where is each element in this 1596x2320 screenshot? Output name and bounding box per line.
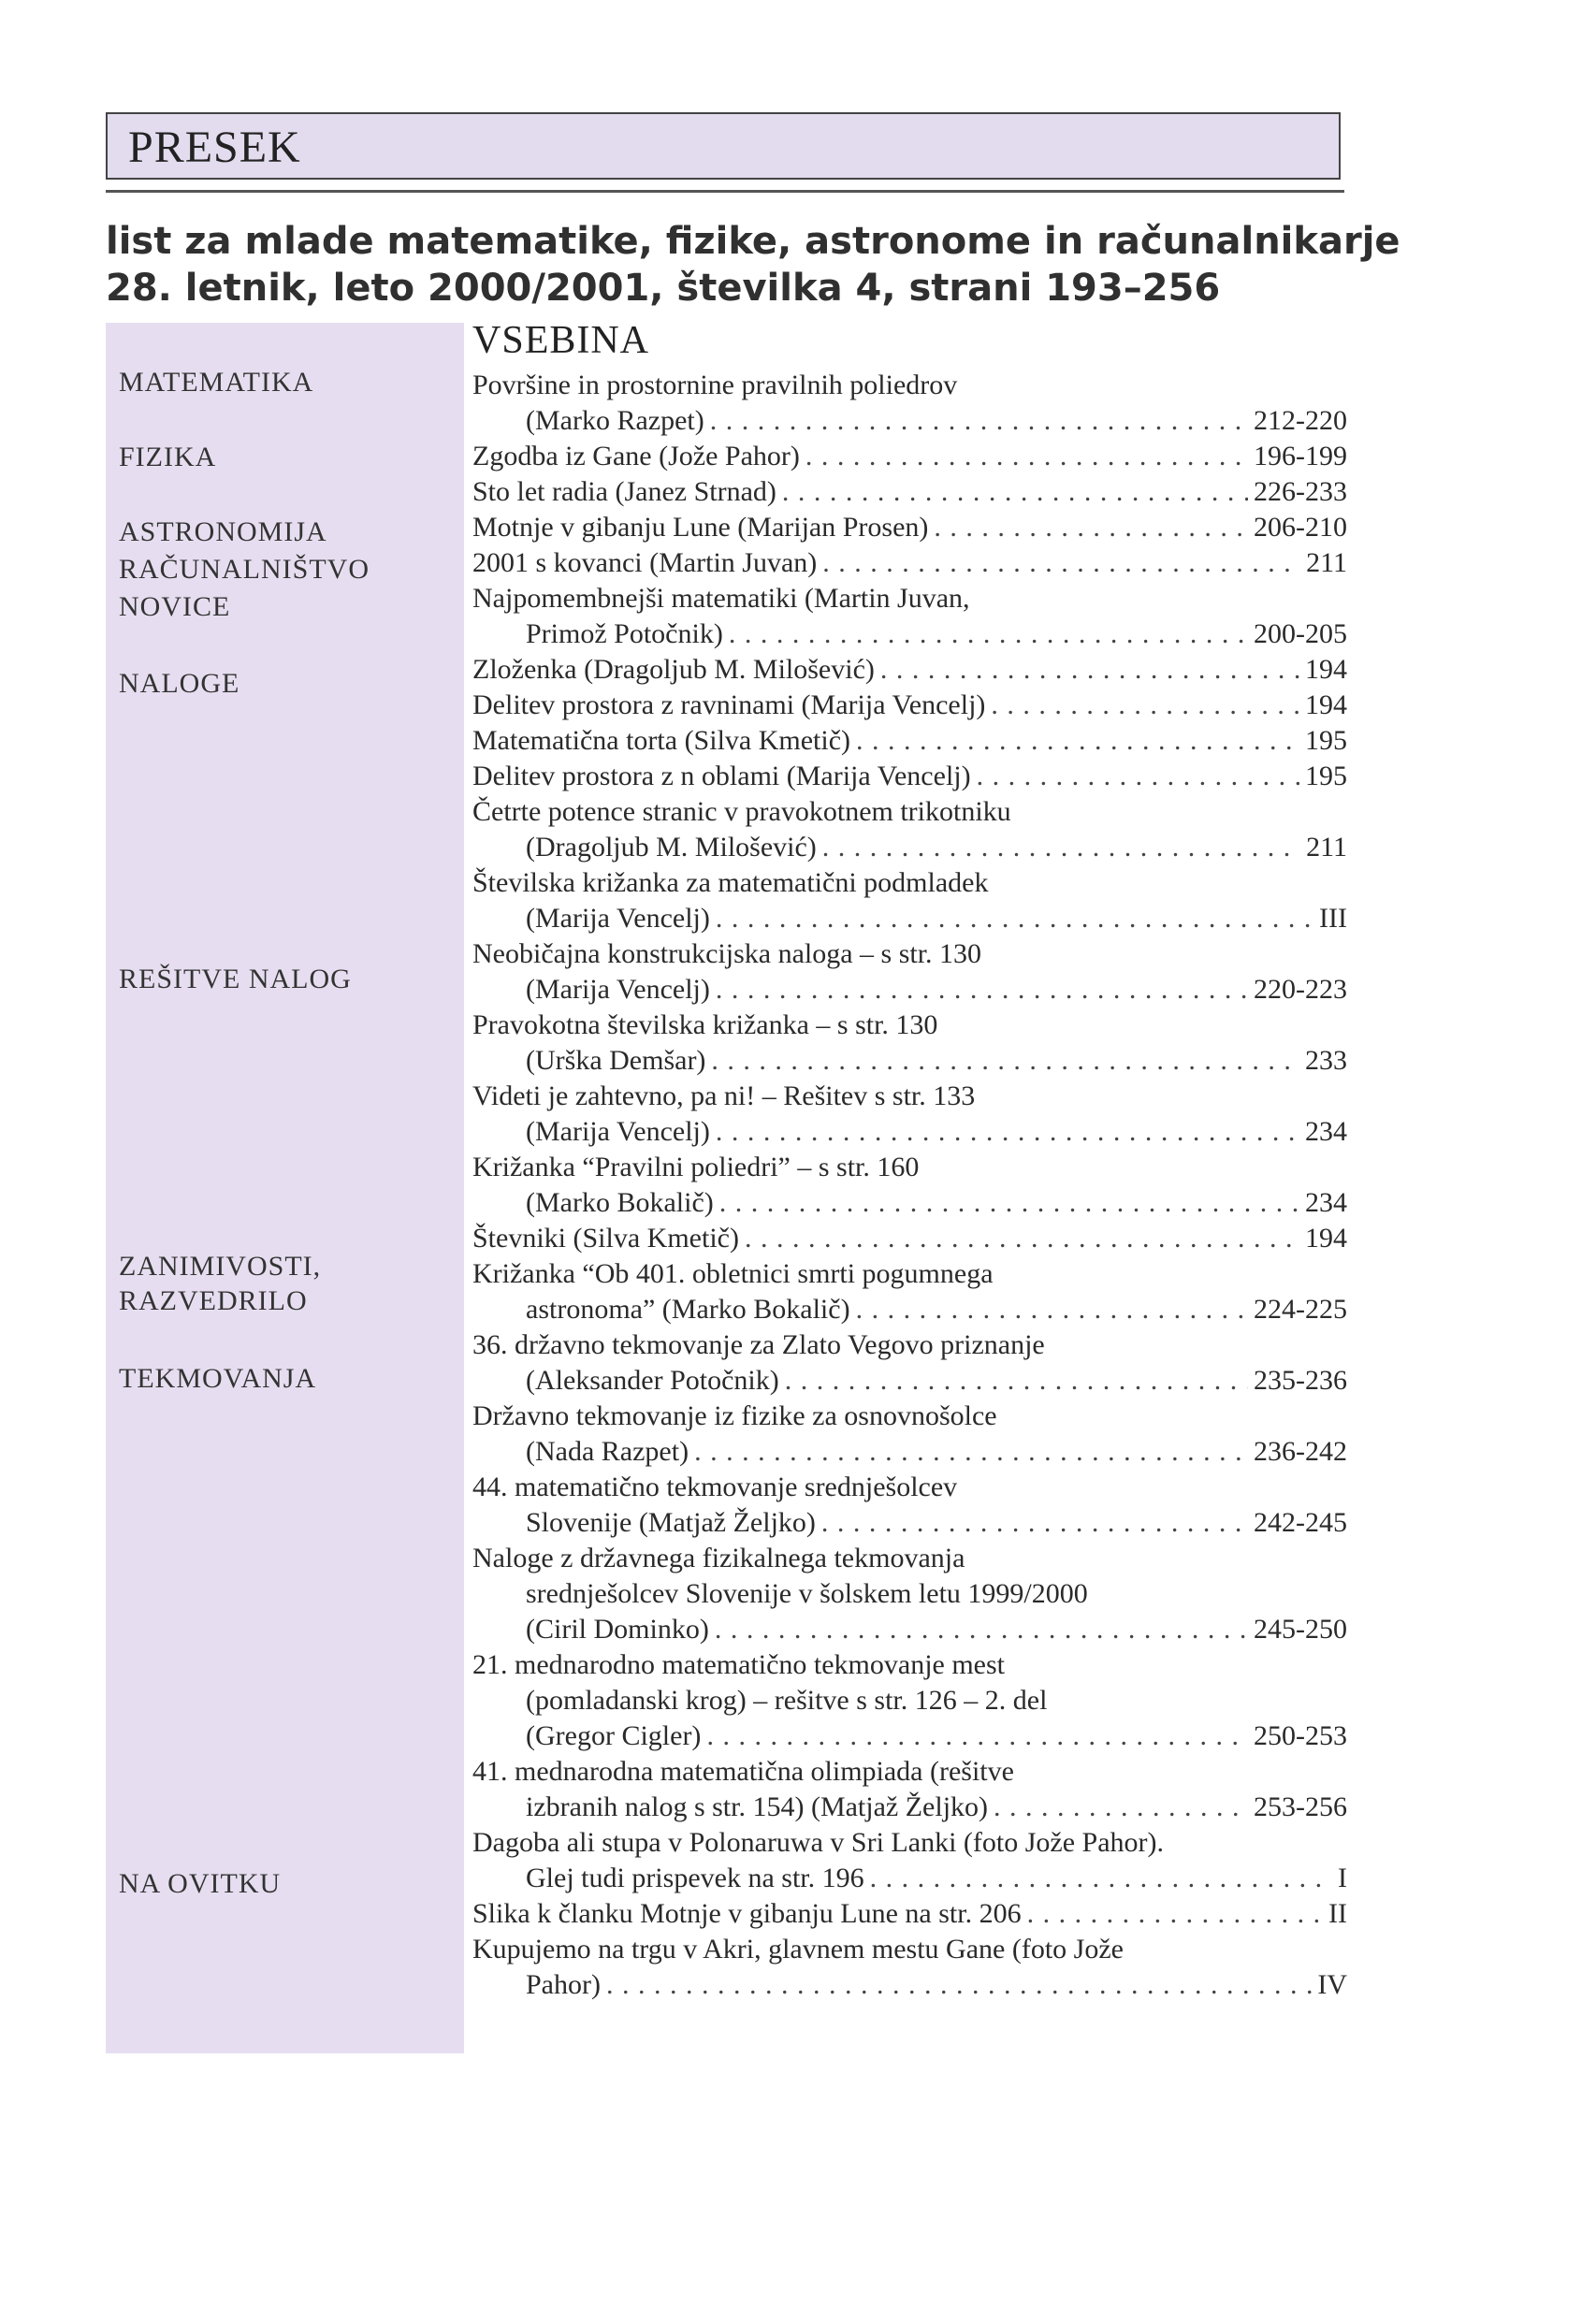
toc-entry-pages: 206-210 — [1254, 512, 1347, 543]
toc-entry-pages: 194 — [1305, 1223, 1347, 1254]
toc-entry — [472, 759, 1347, 794]
leader-dots — [856, 723, 1299, 759]
leader-dots — [715, 1612, 1248, 1647]
leader-dots — [822, 545, 1300, 581]
toc-entry-text: Križanka “Pravilni poliedri” – s str. 160 — [472, 1152, 920, 1182]
toc-entry-title: Delitev prostora z ravninami (Marija Vencelj) — [472, 689, 986, 720]
toc-entry-pages: 211 — [1306, 832, 1347, 863]
category-astronomija: ASTRONOMIJA — [119, 516, 327, 547]
leader-dots — [994, 1790, 1248, 1825]
leader-dots — [606, 1967, 1312, 2003]
toc-entry-title: Slovenije (Matjaž Željko) — [526, 1507, 816, 1538]
toc-entry — [472, 474, 1347, 510]
leader-dots — [870, 1861, 1332, 1896]
toc-entry-pages: 233 — [1305, 1045, 1347, 1076]
toc-entry-pages: 234 — [1305, 1116, 1347, 1147]
category-novice: NOVICE — [119, 591, 231, 622]
leader-dots — [805, 439, 1248, 474]
toc-entry-title: (Aleksander Potočnik) — [526, 1365, 779, 1396]
toc-entry-pages: II — [1328, 1898, 1347, 1929]
header-box — [106, 112, 1341, 180]
leader-dots — [716, 901, 1313, 936]
toc-entry — [472, 865, 1347, 936]
toc-entry-pages: III — [1319, 903, 1347, 934]
toc-entry-title: Pahor) — [526, 1969, 601, 2000]
toc-entry-pages: 220-223 — [1254, 974, 1347, 1005]
toc-entry-pages: IV — [1317, 1969, 1347, 2000]
toc-entry-title: Sto let radia (Janez Strnad) — [472, 476, 776, 507]
category-naloge: NALOGE — [119, 668, 240, 699]
toc-entry-text: Četrte potence stranic v pravokotnem trikotniku — [472, 796, 1011, 827]
toc-entry — [472, 1256, 1347, 1327]
toc-entry-pages: 200-205 — [1254, 618, 1347, 649]
toc-entry-text: 36. državno tekmovanje za Zlato Vegovo priznanje — [472, 1329, 1045, 1360]
category-resitve-nalog: REŠITVE NALOG — [119, 964, 352, 994]
toc-entry-title: Primož Potočnik) — [526, 618, 723, 649]
toc-entry — [472, 1825, 1347, 1896]
contents-heading: VSEBINA — [472, 319, 650, 362]
toc-entry-title: (Nada Razpet) — [526, 1436, 689, 1467]
toc-entry-pages: 194 — [1305, 654, 1347, 685]
category-fizika: FIZIKA — [119, 442, 217, 472]
leader-dots — [1027, 1896, 1323, 1932]
leader-dots — [856, 1292, 1248, 1327]
toc-entry-pages: 224-225 — [1254, 1294, 1347, 1325]
toc-entry — [472, 652, 1347, 688]
leader-dots — [991, 688, 1299, 723]
leader-dots — [822, 830, 1300, 865]
toc-entry-text: 41. mednarodna matematična olimpiada (rešitve — [472, 1756, 1014, 1787]
toc-entry-pages: 250-253 — [1254, 1720, 1347, 1751]
leader-dots — [710, 403, 1248, 439]
toc-entry-pages: 253-256 — [1254, 1791, 1347, 1822]
toc-entry-title: astronoma” (Marko Bokalič) — [526, 1294, 850, 1325]
toc-entry-pages: 234 — [1305, 1187, 1347, 1218]
toc-entry-pages: 226-233 — [1254, 476, 1347, 507]
category-na-ovitku: NA OVITKU — [119, 1868, 282, 1899]
category-matematika: MATEMATIKA — [119, 367, 314, 398]
toc-entry-title: (Marija Vencelj) — [526, 1116, 710, 1147]
toc-entry — [472, 545, 1347, 581]
toc-entry-text: 44. matematično tekmovanje srednješolcev — [472, 1472, 958, 1502]
toc-entry — [472, 1221, 1347, 1256]
toc-entry-text: Neobičajna konstrukcijska naloga – s str. 130 — [472, 938, 982, 969]
toc-entry-pages: 245-250 — [1254, 1614, 1347, 1645]
leader-dots — [716, 972, 1248, 1008]
toc-entry — [472, 936, 1347, 1008]
category-zanimivosti-razvedrilo: ZANIMIVOSTI, RAZVEDRILO — [119, 1251, 322, 1316]
category-column — [106, 323, 464, 2053]
toc-entry-pages: 235-236 — [1254, 1365, 1347, 1396]
toc-entry-pages: 196-199 — [1254, 441, 1347, 471]
toc-entry — [472, 439, 1347, 474]
toc-entry — [472, 794, 1347, 865]
toc-entry-title: izbranih nalog s str. 154) (Matjaž Željko) — [526, 1791, 989, 1822]
toc-entry-title: (Urška Demšar) — [526, 1045, 706, 1076]
toc-entry-pages: 242-245 — [1254, 1507, 1347, 1538]
toc-entry-title: Glej tudi prispevek na str. 196 — [526, 1863, 864, 1893]
toc-entry-title: (Ciril Dominko) — [526, 1614, 709, 1645]
toc-entry-text: Naloge z državnega fizikalnega tekmovanja — [472, 1543, 965, 1573]
toc-entry-pages: 195 — [1305, 761, 1347, 791]
leader-dots — [880, 652, 1299, 688]
toc-entry-title: Slika k članku Motnje v gibanju Lune na str. 206 — [472, 1898, 1022, 1929]
toc-entry-title: Delitev prostora z n oblami (Marija Vencelj) — [472, 761, 971, 791]
leader-dots — [716, 1114, 1299, 1150]
subtitle-line-2: 28. letnik, leto 2000/2001, številka 4, strani 193–256 — [106, 267, 1221, 310]
toc-entry-title: (Gregor Cigler) — [526, 1720, 702, 1751]
leader-dots — [719, 1185, 1299, 1221]
toc-entry — [472, 1008, 1347, 1079]
toc-entry-text: Kupujemo na trgu v Akri, glavnem mestu Gane (foto Jože — [472, 1934, 1124, 1965]
category-racunalnistvo: RAČUNALNIŠTVO — [119, 554, 370, 585]
leader-dots — [934, 510, 1248, 545]
toc-entry-title: (Marko Razpet) — [526, 405, 704, 436]
leader-dots — [782, 474, 1248, 510]
toc-entry-title: (Marko Bokalič) — [526, 1187, 714, 1218]
toc-entry — [472, 368, 1347, 439]
magazine-title: PRESEK — [128, 123, 301, 172]
toc-entry-text: Dagoba ali stupa v Polonaruwa v Sri Lanki (foto Jože Pahor). — [472, 1827, 1164, 1858]
leader-dots — [821, 1505, 1248, 1541]
toc-entry-title: Zloženka (Dragoljub M. Milošević) — [472, 654, 875, 685]
toc-entry — [472, 723, 1347, 759]
leader-dots — [977, 759, 1299, 794]
toc-entry-title: (Marija Vencelj) — [526, 903, 710, 934]
toc-entry-pages: I — [1338, 1863, 1347, 1893]
toc-entry-title: Števniki (Silva Kmetič) — [472, 1223, 739, 1254]
leader-dots — [745, 1221, 1299, 1256]
toc-entry — [472, 1399, 1347, 1470]
toc-entry-pages: 211 — [1306, 547, 1347, 578]
toc-entry — [472, 1647, 1347, 1754]
toc-entry-text: Videti je zahtevno, pa ni! – Rešitev s str. 133 — [472, 1080, 976, 1111]
toc-entry — [472, 581, 1347, 652]
toc-entry-text: Površine in prostornine pravilnih poliedrov — [472, 370, 958, 400]
leader-dots — [706, 1718, 1248, 1754]
toc-entry — [472, 1754, 1347, 1825]
toc-entry — [472, 1932, 1347, 2003]
toc-entry-text: Najpomembnejši matematiki (Martin Juvan, — [472, 583, 970, 614]
toc-entry-title: Motnje v gibanju Lune (Marijan Prosen) — [472, 512, 929, 543]
toc-entry-title: Zgodba iz Gane (Jože Pahor) — [472, 441, 800, 471]
toc-entry — [472, 1079, 1347, 1150]
leader-dots — [711, 1043, 1299, 1079]
toc-entry — [472, 510, 1347, 545]
leader-dots — [694, 1434, 1248, 1470]
toc-entry — [472, 1470, 1347, 1541]
toc-entry — [472, 1541, 1347, 1647]
subtitle-line-1: list za mlade matematike, fizike, astronome in računalnikarje — [106, 220, 1400, 263]
toc-entry-title: Matematična torta (Silva Kmetič) — [472, 725, 851, 756]
toc-entry-pages: 236-242 — [1254, 1436, 1347, 1467]
toc-entry-text: (pomladanski krog) – rešitve s str. 126 – 2. del — [526, 1685, 1048, 1716]
toc-entry-text: 21. mednarodno matematično tekmovanje mest — [472, 1649, 1006, 1680]
category-tekmovanja: TEKMOVANJA — [119, 1363, 317, 1394]
leader-dots — [785, 1363, 1248, 1399]
leader-dots — [729, 616, 1248, 652]
toc-entry-text: Križanka “Ob 401. obletnici smrti pogumnega — [472, 1258, 994, 1289]
toc-entry-pages: 212-220 — [1254, 405, 1347, 436]
toc-entry — [472, 1150, 1347, 1221]
toc-entry — [472, 1896, 1347, 1932]
toc-entry-title: (Dragoljub M. Milošević) — [526, 832, 817, 863]
toc-entry-pages: 195 — [1305, 725, 1347, 756]
header-rule — [106, 190, 1344, 193]
toc-entry-title: (Marija Vencelj) — [526, 974, 710, 1005]
toc-entry — [472, 688, 1347, 723]
toc-entry-text: Pravokotna številska križanka – s str. 130 — [472, 1009, 938, 1040]
toc-entry-title: 2001 s kovanci (Martin Juvan) — [472, 547, 818, 578]
toc-entry-text: Številska križanka za matematični podmladek — [472, 867, 989, 898]
toc-entry-text: Državno tekmovanje iz fizike za osnovnošolce — [472, 1400, 997, 1431]
toc-entry — [472, 1327, 1347, 1399]
toc-entry-text: srednješolcev Slovenije v šolskem letu 1999/2000 — [526, 1578, 1088, 1609]
toc-entry-pages: 194 — [1305, 689, 1347, 720]
